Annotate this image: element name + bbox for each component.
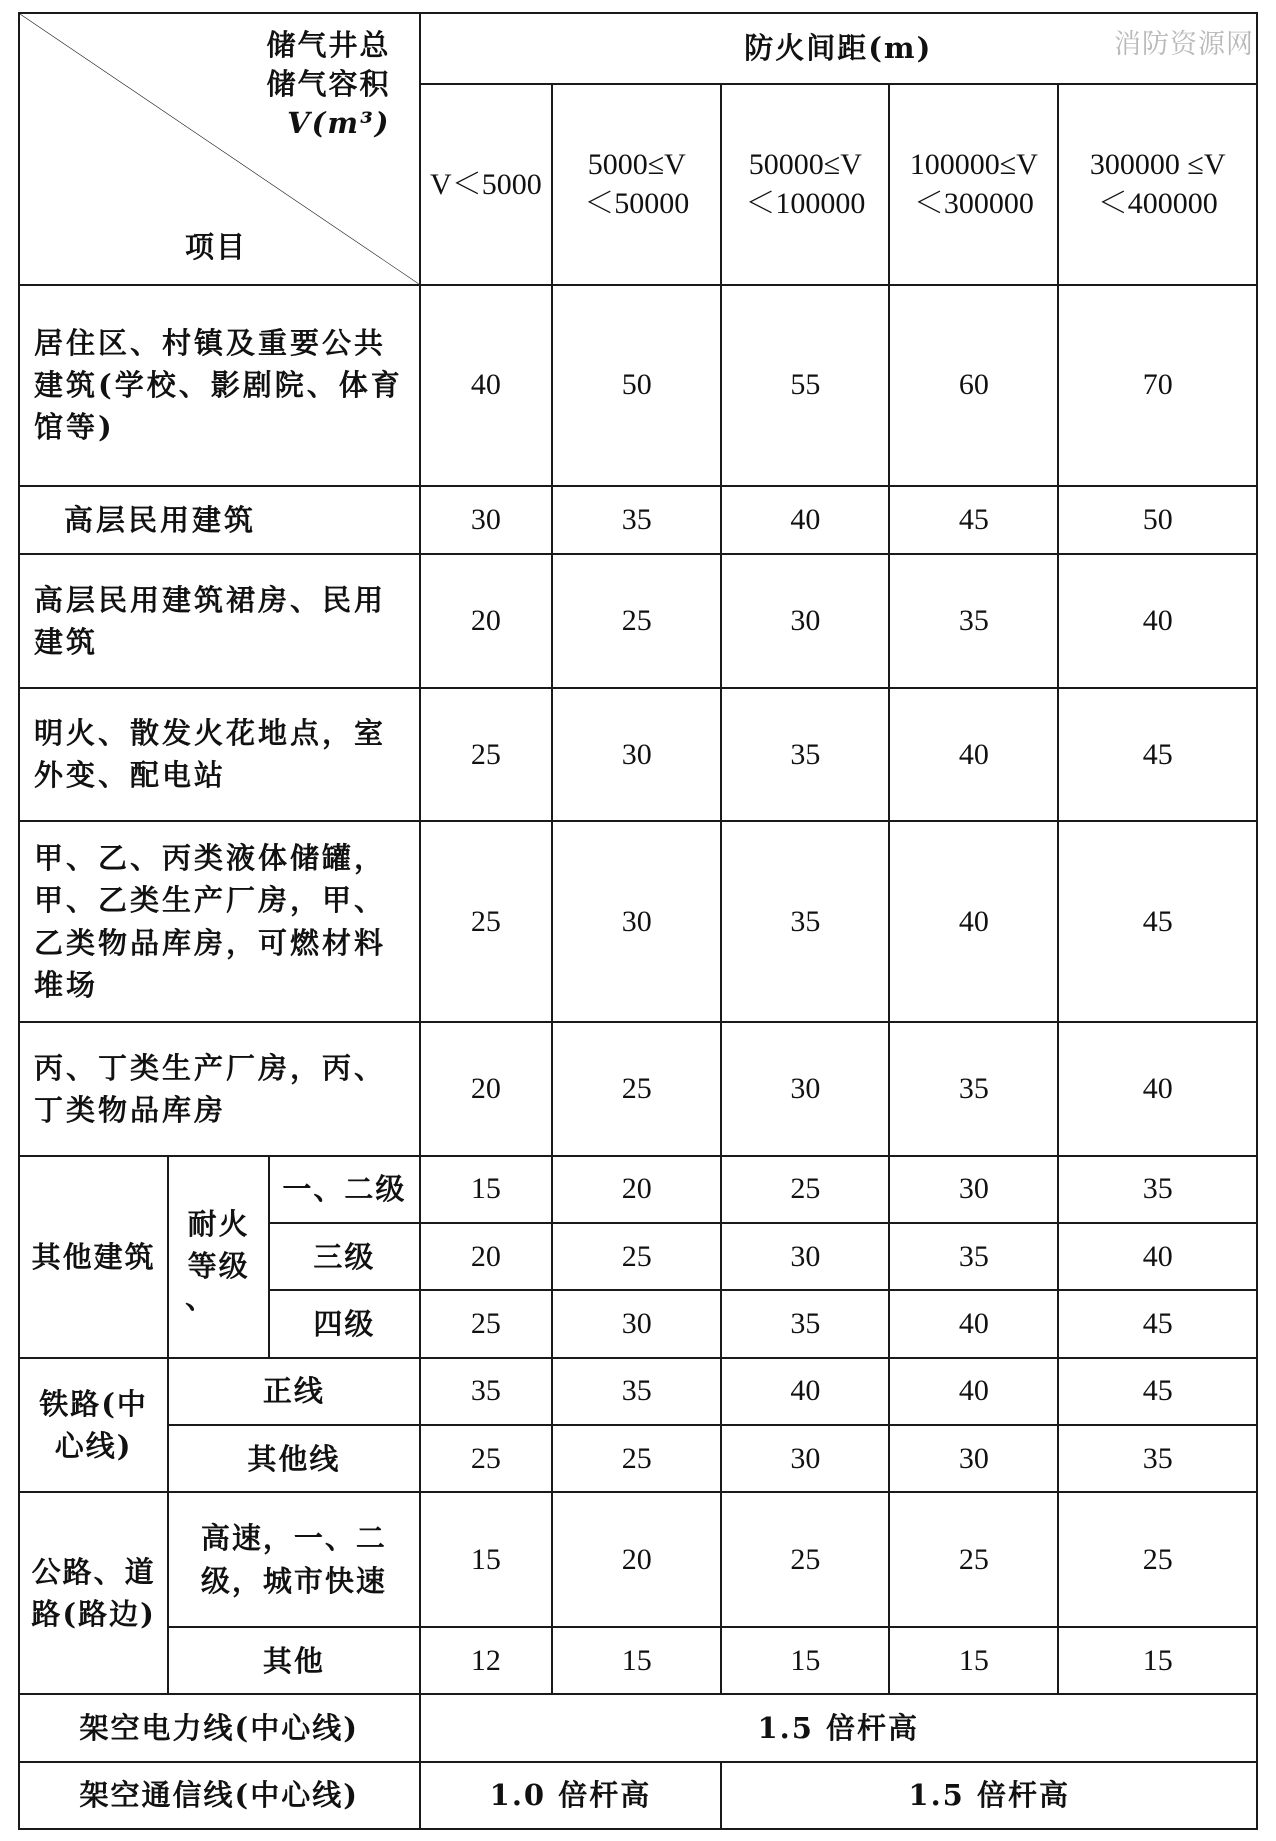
value-cell: 35 bbox=[552, 1358, 721, 1425]
value-cell: 25 bbox=[552, 1425, 721, 1492]
value-cell: 25 bbox=[552, 554, 721, 687]
range-1-line1: V＜5000 bbox=[430, 167, 542, 201]
value-cell: 45 bbox=[889, 486, 1058, 555]
table-row bbox=[19, 554, 1257, 687]
value-cell: 30 bbox=[552, 821, 721, 1022]
value-cell: 20 bbox=[420, 1022, 553, 1155]
road-label: 公路、道路(路边) bbox=[19, 1492, 168, 1694]
value-cell: 50 bbox=[552, 285, 721, 486]
comm-line-label: 架空通信线(中心线) bbox=[19, 1762, 420, 1829]
range-header-1 bbox=[420, 84, 553, 285]
value-cell: 45 bbox=[1058, 1358, 1257, 1425]
corner-top-label bbox=[267, 26, 391, 143]
table-row bbox=[19, 1022, 1257, 1155]
power-line-label: 架空电力线(中心线) bbox=[19, 1694, 420, 1761]
value-cell: 60 bbox=[889, 285, 1058, 486]
value-cell: 30 bbox=[889, 1425, 1058, 1492]
fire-spacing-table bbox=[18, 12, 1258, 1830]
value-cell: 40 bbox=[889, 1290, 1058, 1357]
table-row bbox=[19, 1358, 1257, 1425]
row-label: 明火、散发火花地点，室外变、配电站 bbox=[19, 688, 420, 821]
value-cell: 35 bbox=[889, 1022, 1058, 1155]
railway-label: 铁路(中心线) bbox=[19, 1358, 168, 1493]
value-cell: 30 bbox=[552, 688, 721, 821]
corner-bottom-label: 项目 bbox=[185, 229, 248, 264]
range-5-line1: 300000 ≤V bbox=[1089, 148, 1226, 182]
watermark: 消防资源网 bbox=[1114, 29, 1254, 60]
value-cell: 40 bbox=[889, 1358, 1058, 1425]
value-cell: 40 bbox=[721, 486, 889, 555]
power-line-value: 1.5 倍杆高 bbox=[420, 1694, 1257, 1761]
value-cell: 70 bbox=[1058, 285, 1257, 486]
value-cell: 35 bbox=[721, 821, 889, 1022]
value-cell: 35 bbox=[889, 554, 1058, 687]
other-buildings-label: 其他建筑 bbox=[19, 1156, 168, 1358]
corner-line3: V(m³) bbox=[287, 106, 391, 141]
value-cell: 25 bbox=[889, 1492, 1058, 1627]
value-cell: 30 bbox=[721, 1425, 889, 1492]
value-cell: 25 bbox=[721, 1492, 889, 1627]
value-cell: 35 bbox=[721, 1290, 889, 1357]
table-row bbox=[19, 285, 1257, 486]
value-cell: 25 bbox=[420, 1425, 553, 1492]
range-3-line1: 50000≤V bbox=[748, 148, 862, 182]
range-2-line2: ＜50000 bbox=[584, 187, 690, 221]
value-cell: 35 bbox=[1058, 1156, 1257, 1223]
value-cell: 40 bbox=[721, 1358, 889, 1425]
fire-rating-label bbox=[168, 1156, 269, 1358]
table-row bbox=[19, 1492, 1257, 1627]
range-header-5 bbox=[1058, 84, 1257, 285]
value-cell: 40 bbox=[1058, 554, 1257, 687]
value-cell: 45 bbox=[1058, 821, 1257, 1022]
value-cell: 30 bbox=[420, 486, 553, 555]
value-cell: 20 bbox=[552, 1156, 721, 1223]
value-cell: 25 bbox=[420, 688, 553, 821]
corner-line2: 储气容积 bbox=[266, 67, 391, 102]
grade-label: 四级 bbox=[269, 1290, 419, 1357]
table-row bbox=[19, 1425, 1257, 1492]
value-cell: 15 bbox=[552, 1627, 721, 1694]
range-3-line2: ＜100000 bbox=[745, 187, 866, 221]
row-label: 高层民用建筑 bbox=[19, 486, 420, 555]
range-4-line1: 100000≤V bbox=[909, 148, 1038, 182]
value-cell: 30 bbox=[552, 1290, 721, 1357]
fire-rating-text: 耐火等级 bbox=[187, 1206, 250, 1283]
value-cell: 55 bbox=[721, 285, 889, 486]
table-row bbox=[19, 821, 1257, 1022]
corner-line1: 储气井总 bbox=[266, 28, 391, 62]
value-cell: 50 bbox=[1058, 486, 1257, 555]
value-cell: 45 bbox=[1058, 1290, 1257, 1357]
table-row bbox=[19, 486, 1257, 555]
value-cell: 30 bbox=[721, 1022, 889, 1155]
value-cell: 40 bbox=[1058, 1223, 1257, 1290]
value-cell: 35 bbox=[721, 688, 889, 821]
value-cell: 40 bbox=[420, 285, 553, 486]
value-cell: 40 bbox=[1058, 1022, 1257, 1155]
comm-line-value-a: 1.0 倍杆高 bbox=[420, 1762, 722, 1829]
range-4-line2: ＜300000 bbox=[913, 187, 1034, 221]
corner-header-cell bbox=[19, 13, 420, 285]
value-cell: 20 bbox=[420, 554, 553, 687]
fire-rating-tick: 、 bbox=[185, 1280, 217, 1315]
value-cell: 25 bbox=[552, 1223, 721, 1290]
row-label: 甲、乙、丙类液体储罐，甲、乙类生产厂房，甲、乙类物品库房，可燃材料堆场 bbox=[19, 821, 420, 1022]
value-cell: 25 bbox=[420, 1290, 553, 1357]
row-label: 丙、丁类生产厂房，丙、丁类物品库房 bbox=[19, 1022, 420, 1155]
table-row bbox=[19, 1156, 1257, 1223]
row-label: 高层民用建筑裙房、民用建筑 bbox=[19, 554, 420, 687]
value-cell: 15 bbox=[1058, 1627, 1257, 1694]
railway-line-label: 正线 bbox=[168, 1358, 419, 1425]
value-cell: 25 bbox=[721, 1156, 889, 1223]
value-cell: 30 bbox=[721, 1223, 889, 1290]
road-line-label: 高速，一、二级，城市快速 bbox=[168, 1492, 419, 1627]
value-cell: 45 bbox=[1058, 688, 1257, 821]
value-cell: 35 bbox=[420, 1358, 553, 1425]
table-row bbox=[19, 1694, 1257, 1761]
value-cell: 15 bbox=[721, 1627, 889, 1694]
table-row bbox=[19, 688, 1257, 821]
value-cell: 40 bbox=[889, 821, 1058, 1022]
grade-label: 三级 bbox=[269, 1223, 419, 1290]
range-header-2 bbox=[552, 84, 721, 285]
value-cell: 35 bbox=[889, 1223, 1058, 1290]
value-cell: 20 bbox=[552, 1492, 721, 1627]
value-cell: 20 bbox=[420, 1223, 553, 1290]
value-cell: 15 bbox=[420, 1156, 553, 1223]
table-row bbox=[19, 1762, 1257, 1829]
range-header-3 bbox=[721, 84, 889, 285]
grade-label: 一、二级 bbox=[269, 1156, 419, 1223]
railway-line-label: 其他线 bbox=[168, 1425, 419, 1492]
range-header-4 bbox=[889, 84, 1058, 285]
value-cell: 15 bbox=[889, 1627, 1058, 1694]
range-5-line2: ＜400000 bbox=[1097, 187, 1218, 221]
spacing-title-header: 防火间距(m) bbox=[420, 13, 1257, 84]
road-line-label: 其他 bbox=[168, 1627, 419, 1694]
value-cell: 35 bbox=[1058, 1425, 1257, 1492]
value-cell: 40 bbox=[889, 688, 1058, 821]
row-label: 居住区、村镇及重要公共建筑(学校、影剧院、体育馆等) bbox=[19, 285, 420, 486]
table-row bbox=[19, 1627, 1257, 1694]
value-cell: 25 bbox=[420, 821, 553, 1022]
range-2-line1: 5000≤V bbox=[587, 148, 686, 182]
comm-line-value-b: 1.5 倍杆高 bbox=[721, 1762, 1257, 1829]
value-cell: 30 bbox=[721, 554, 889, 687]
value-cell: 35 bbox=[552, 486, 721, 555]
value-cell: 25 bbox=[1058, 1492, 1257, 1627]
value-cell: 25 bbox=[552, 1022, 721, 1155]
value-cell: 12 bbox=[420, 1627, 553, 1694]
value-cell: 30 bbox=[889, 1156, 1058, 1223]
value-cell: 15 bbox=[420, 1492, 553, 1627]
